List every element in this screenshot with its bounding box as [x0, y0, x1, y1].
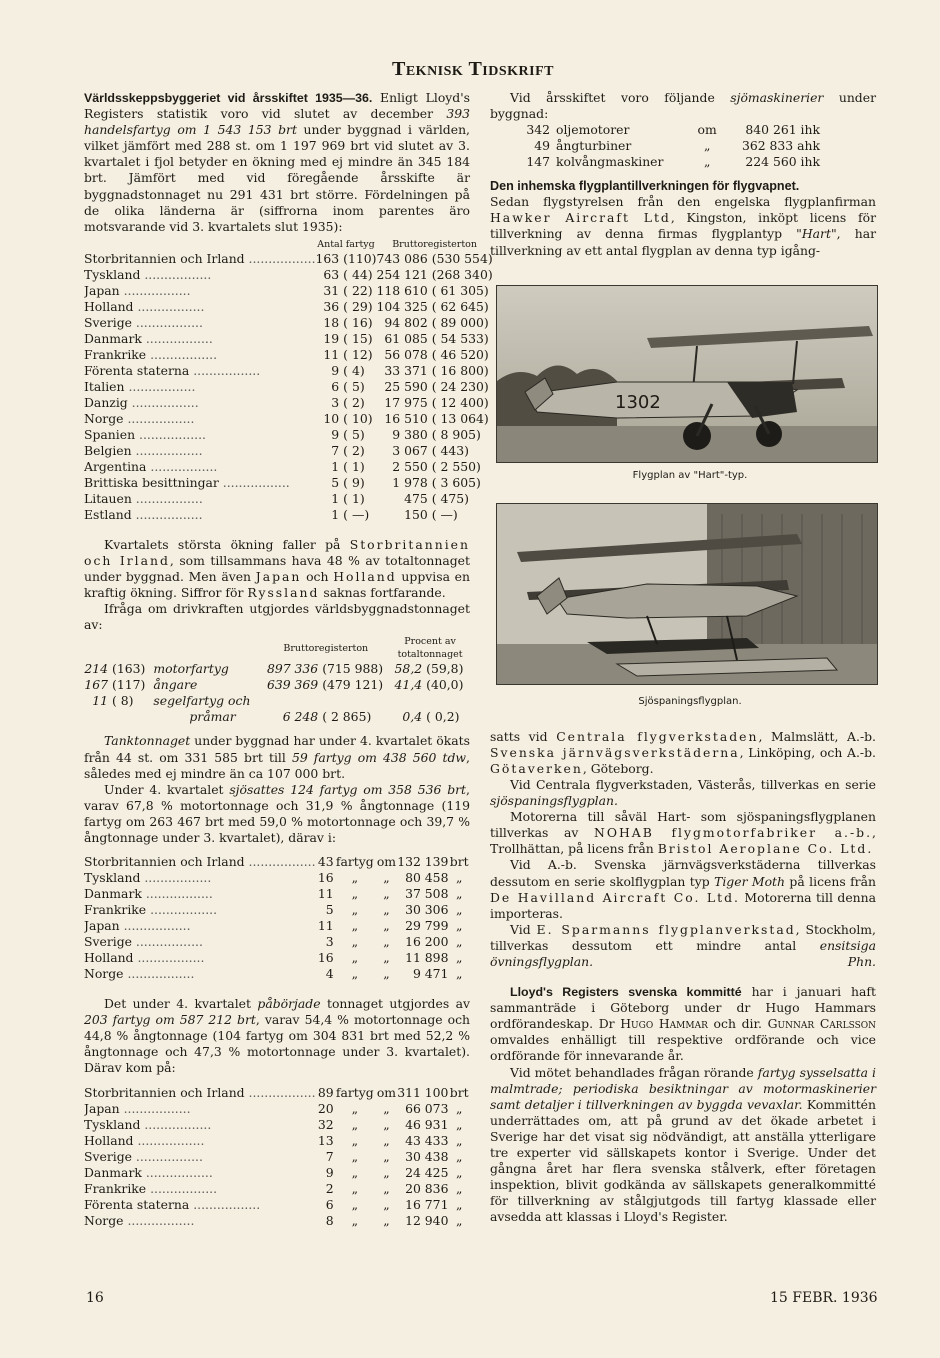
paragraph-tigermoth: Vid A.-b. Svenska järnvägsverkstäderna tillverkas dessutom en serie skolflygplan typ Tiger Moth på licens från De Havilland Aircraft Co. Ltd. Motorerna till denna importeras. — [490, 857, 876, 921]
paragraph-started: Det under 4. kvartalet påbörjade tonnaget utgjordes av 203 fartyg om 587 212 brt, varav 54,4 % motortonnage och 44,8 % ångtonnage (104 fartyg om 304 831 brt med 52,2 % ångtonnage och 47,3 % motortonnage under 3. kvartalet). Därav kom på: — [84, 996, 470, 1076]
shipyard-row: Norge ................. 8 „ „ 12 940 „ — [84, 1212, 463, 1228]
country-row: Japan ................. 31 ( 22) 118 610 ( 61 305) — [84, 282, 489, 298]
shipyard-row: Japan ................. 11 „ „ 29 799 „ — [84, 918, 463, 934]
paragraph-lloyds: Lloyd's Registers svenska kommitté har i januari haft sammanträde i Göteborg under dr Hugo Hammars ordförandeskap. Dr Hugo Hammar och dir. Gunnar Carlsson omvaldes enhälligt till respektive ordförande och vice ordförande för innevarande år. — [490, 984, 876, 1064]
country-row: Spanien ................. 9 ( 5) 9 380 ( 8 905) — [84, 426, 481, 442]
paragraph-sparmann: Vid E. Sparmanns flygplanverkstad, Stockholm, tillverkas dessutom ett mindre antal ensitsiga övningsflygplan. Phn. — [490, 921, 876, 969]
machinery-table — [520, 122, 820, 170]
masthead: Teknisk Tidskrift — [392, 58, 554, 80]
biplane-photo — [496, 285, 878, 463]
country-row: Storbritannien och Irland ................. 163 (110) 743 086 (530 554) — [84, 250, 493, 266]
drive-row: 11 ( 8) segelfartyg och — [92, 693, 251, 709]
paragraph-vasteras: Vid Centrala flygverkstaden, Västerås, tillverkas en serie sjöspaningsflygplan. — [490, 776, 876, 809]
paragraph-launched: Under 4. kvartalet sjösattes 124 fartyg om 358 536 brt, varav 67,8 % motortonnage och 31,9 % ångtonnage (119 fartyg om 263 467 brt med 59,0 % motortonnage och 39,7 % ångtonnage under 3. kvartalet), därav i: — [84, 781, 470, 845]
launched-table — [84, 854, 470, 982]
table-header: Antal fartyg Bruttoregisterton — [317, 238, 477, 250]
shipyard-row: Holland ................. 13 „ „ 43 433 „ — [84, 1132, 463, 1148]
country-row: Italien ................. 6 ( 5) 25 590 ( 24 230) — [84, 378, 489, 394]
shipyard-row: Japan ................. 20 „ „ 66 073 „ — [84, 1100, 463, 1116]
country-row: Tyskland ................. 63 ( 44) 254 121 (268 340) — [84, 266, 493, 282]
shipyard-row: Sverige ................. 3 „ „ 16 200 „ — [84, 934, 463, 950]
left-column — [84, 90, 493, 1229]
shipyard-row: Norge ................. 4 „ „ 9 471 „ — [84, 966, 463, 982]
country-row: Norge ................. 10 ( 10) 16 510 ( 13 064) — [84, 410, 489, 426]
country-table — [84, 238, 493, 523]
paragraph-engines: Motorerna till såväl Hart- som sjöspaningsflygplanen tillverkas av NOHAB flygmotorfabriker a.-b., Trollhättan, på licens från Bristol Aeroplane Co. Ltd. — [490, 809, 876, 857]
page-number: 16 — [86, 1290, 104, 1306]
country-row: Brittiska besittningar ................. 5 ( 9) 1 978 ( 3 605) — [84, 474, 481, 490]
country-row: Belgien ................. 7 ( 2) 3 067 ( 443) — [84, 442, 470, 458]
seaplane-photo — [496, 503, 878, 685]
country-row: Holland ................. 36 ( 29) 104 325 ( 62 645) — [84, 298, 489, 314]
country-row: Litauen ................. 1 ( 1) 475 ( 475) — [84, 490, 470, 506]
paragraph-drive: Ifråga om drivkraften utgjordes världsbyggnadstonnaget av: — [84, 601, 470, 633]
aircraft-heading: Den inhemska flygplantillverkningen för flygvapnet. — [490, 179, 800, 194]
shipyard-row: Holland ................. 16 „ „ 11 898 „ — [84, 950, 463, 966]
aircraft-number: 1302 — [615, 392, 661, 413]
country-row: Estland ................. 1 ( —) 150 ( —) — [84, 506, 458, 522]
country-row: Argentina ................. 1 ( 1) 2 550 ( 2 550) — [84, 458, 481, 474]
drive-row: 214 (163) motorfartyg 897 336 (715 988) 58,2 (59,8) — [84, 661, 464, 677]
seaplane-illustration — [497, 504, 877, 684]
intro-paragraph: Världsskeppsbyggeriet vid årsskiftet 1935—36. Enligt Lloyd's Registers statistik voro vid slutet av december 393 handelsfartyg om 1 543 153 brt under byggnad i världen, vilket jämfört med 288 st. om 1 197 969 brt vid slutet av 3. kvartalet i fjol betyder en ökning med ej mindre än 345 184 brt. Jämfört med vid föregående årsskifte är byggnadstonnaget nu 291 431 brt större. Fördelningen på de olika länderna är (siffrorna inom parentes äro motsvarande vid 3. kvartalets slut 1935): — [84, 90, 471, 234]
country-row: Danzig ................. 3 ( 2) 17 975 ( 12 400) — [84, 394, 489, 410]
shipyard-row: Frankrike ................. 5 „ „ 30 306 „ — [84, 902, 463, 918]
shipyard-row: Förenta staterna ................. 6 „ „ 16 771 „ — [84, 1196, 463, 1212]
shipyard-row: Storbritannien och Irland ................. 89 fartyg om 311 100 brt — [84, 1084, 469, 1100]
shipyard-row: Sverige ................. 7 „ „ 30 438 „ — [84, 1148, 463, 1164]
machinery-row: 147 kolvångmaskiner „ 224 560 ihk — [526, 154, 820, 170]
machinery-row: 342 oljemotorer om 840 261 ihk — [526, 122, 820, 138]
signature: Phn. — [847, 953, 876, 969]
country-row: Frankrike ................. 11 ( 12) 56 078 ( 46 520) — [84, 346, 489, 362]
shipyard-row: Danmark ................. 9 „ „ 24 425 „ — [84, 1164, 463, 1180]
paragraph-tank: Tanktonnaget under byggnad har under 4. kvartalet ökats från 44 st. om 331 585 brt till 59 fartyg om 438 560 tdw, således med ej mindre än ca 107 000 brt. — [84, 733, 470, 781]
machinery-row: 49 ångturbiner „ 362 833 ahk — [534, 138, 820, 154]
shipyard-row: Storbritannien och Irland ................. 43 fartyg om 132 139 brt — [84, 854, 469, 870]
drive-row: pråmar 6 248 ( 2 865) 0,4 ( 0,2) — [189, 709, 460, 725]
paragraph-increase: Kvartalets största ökning faller på Storbritannien och Irland, som tillsammans hava 48 % av totaltonnaget under byggnad. Men även Japan och Holland uppvisa en kraftig ökning. Siffror för Ryssland saknas fortfarande. — [84, 536, 470, 601]
issue-date: 15 FEBR. 1936 — [770, 1290, 878, 1306]
shipyard-row: Danmark ................. 11 „ „ 37 508 „ — [84, 886, 463, 902]
country-row: Danmark ................. 19 ( 15) 61 085 ( 54 533) — [84, 330, 489, 346]
drive-table-body — [84, 661, 470, 725]
shipyard-row: Tyskland ................. 32 „ „ 46 931 „ — [84, 1116, 463, 1132]
biplane-illustration — [497, 286, 877, 462]
paragraph-workshops: satts vid Centrala flygverkstaden, Malmslätt, A.-b. Svenska järnvägsverkstäderna, Linköping, och A.-b. Götaverken, Göteborg. — [490, 728, 876, 776]
country-row: Förenta staterna ................. 9 ( 4) 33 371 ( 16 800) — [84, 362, 489, 378]
paragraph-hawker: Sedan flygstyrelsen från den engelska flygplanfirman Hawker Aircraft Ltd, Kingston, inköpt licens för tillverkning av denna firmas flygplantyp "Hart", har tillverkning av ett antal flygplan av denna typ igång- — [490, 194, 877, 258]
shipyard-row: Tyskland ................. 16 „ „ 80 458 „ — [84, 870, 463, 886]
drive-table: Bruttoregisterton Procent av totaltonnaget 214 (163) motorfartyg 897 336 (715 988) 58,2 (59,8) 167 (117) ångare 639 369 (479 121) 41,4 (40,0) 11 ( 8) segelfartyg och pråmar 6 248 ( 2 865) 0,4 ( 0,2) — [84, 635, 470, 725]
caption-seaplane: Sjöspaningsflygplan. — [638, 696, 742, 707]
lloyds-heading: Lloyd's Registers svenska kommitté — [510, 985, 742, 1000]
drive-row: 167 (117) ångare 639 369 (479 121) 41,4 (40,0) — [84, 677, 464, 693]
started-table — [84, 1085, 470, 1229]
paragraph-machinery: Vid årsskiftet voro följande sjömaskinerier under byggnad: — [490, 90, 876, 122]
country-row: Sverige ................. 18 ( 16) 94 802 ( 89 000) — [84, 314, 489, 330]
country-table-body — [84, 251, 493, 523]
caption-biplane: Flygplan av "Hart"-typ. — [632, 470, 748, 481]
paragraph-meeting: Vid mötet behandlades frågan rörande fartyg sysselsatta i malmtrade; periodiska besiktningar av motormaskinerier samt detaljer i tillverkningen av byggda vevaxlar. Kommittén underrättades om, att på grund av det ökade arbetet i Sverige har det visat sig nödvändigt, att anställa ytterligare tre experter vid sällskapets kontor i Sverige. Under det gångna året har flera svenska stålverk, efter företagen inspektion, blivit godkända av sällskapets generalkommitté för tillverkning av stålgjutgods till fartyg klassade eller avsedda att klassas i Lloyd's Register. — [490, 1064, 876, 1225]
shipyard-row: Frankrike ................. 2 „ „ 20 836 „ — [84, 1180, 463, 1196]
article-heading: Världsskeppsbyggeriet vid årsskiftet 1935—36. — [84, 91, 373, 105]
